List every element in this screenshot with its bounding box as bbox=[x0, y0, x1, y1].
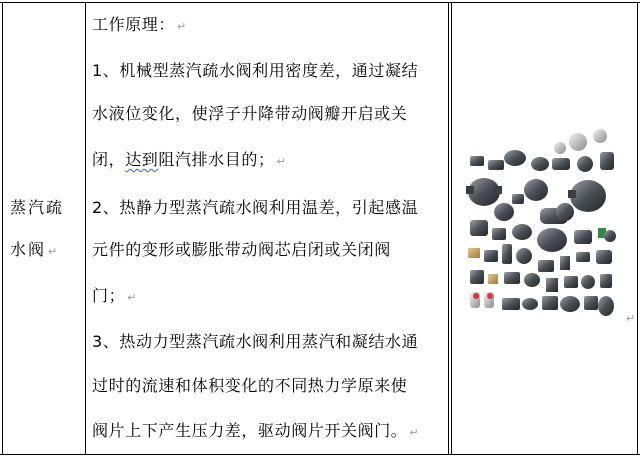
spellcheck-underlined-text: 达到 bbox=[125, 150, 159, 169]
row-label-line-2 bbox=[10, 239, 57, 263]
desc-text-pre: 闭， bbox=[92, 150, 126, 169]
paragraph-mark: ↵ bbox=[626, 312, 636, 325]
desc-text: 阀片上下产生压力差，驱动阀片开关阀门。 bbox=[92, 421, 408, 440]
desc-text: 2、热静力型蒸汽疏水阀利用温差，引起感温 bbox=[92, 198, 419, 217]
paragraph-mark: ↵ bbox=[48, 245, 58, 258]
desc-text: 阻汽排水目的； bbox=[158, 150, 275, 169]
desc-line-7 bbox=[92, 331, 418, 353]
desc-line-6 bbox=[92, 285, 136, 309]
desc-line-1 bbox=[92, 60, 418, 82]
table-border-bottom bbox=[0, 454, 640, 455]
row-label-text: 水阀 bbox=[10, 240, 47, 259]
paragraph-mark: ↵ bbox=[409, 426, 419, 439]
desc-line-8 bbox=[92, 375, 407, 397]
table-divider-2 bbox=[448, 2, 449, 455]
paragraph-mark: ↵ bbox=[276, 155, 286, 168]
desc-line-9 bbox=[92, 420, 419, 444]
desc-text: 门； bbox=[92, 286, 126, 305]
paragraph-mark: ↵ bbox=[177, 20, 187, 33]
row-label-line-1: 蒸汽疏 bbox=[10, 198, 65, 217]
desc-text: 3、热动力型蒸汽疏水阀利用蒸汽和凝结水通 bbox=[92, 332, 419, 351]
desc-line-0 bbox=[92, 14, 186, 38]
desc-text: 过时的流速和体积变化的不同热力学原来使 bbox=[92, 376, 408, 395]
table-divider-2b bbox=[451, 2, 452, 455]
table-divider-1 bbox=[85, 2, 86, 455]
desc-line-2 bbox=[92, 103, 407, 125]
table-border-right bbox=[637, 2, 638, 455]
steam-trap-products-image bbox=[460, 120, 620, 330]
desc-line-5 bbox=[92, 239, 391, 261]
desc-text: 元件的变形或膨胀带动阀芯启闭或关闭阀 bbox=[92, 240, 391, 259]
desc-text: 1、机械型蒸汽疏水阀利用密度差，通过凝结 bbox=[92, 61, 419, 80]
table-border-top bbox=[0, 2, 640, 3]
desc-line-3 bbox=[92, 149, 286, 173]
desc-text: 水液位变化，使浮子升降带动阀瓣开启或关 bbox=[92, 104, 408, 123]
table-border-left bbox=[2, 2, 3, 455]
paragraph-mark: ↵ bbox=[127, 291, 137, 304]
desc-line-4 bbox=[92, 197, 418, 219]
desc-text: 工作原理： bbox=[92, 15, 176, 34]
